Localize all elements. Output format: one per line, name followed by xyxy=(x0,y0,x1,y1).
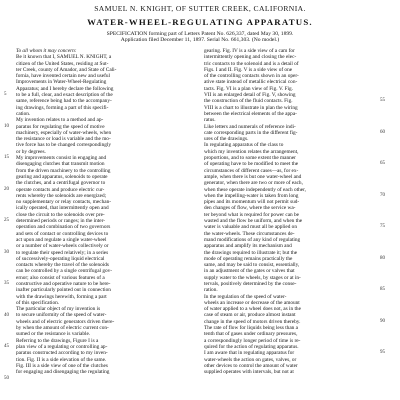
text-line: ing drawings, forming a part of this specifi- xyxy=(16,104,109,111)
line-number: 90 xyxy=(380,318,385,324)
text-line: ample, when there is but one water-wheel and xyxy=(204,173,302,180)
specification-block xyxy=(20,31,380,44)
text-line: when the impelling-water is taken from long xyxy=(204,192,299,199)
text-line: ures of the drawings. xyxy=(204,136,249,143)
line-number: 55 xyxy=(380,98,385,104)
text-line: generator, when there are two or more of each, xyxy=(204,180,303,187)
text-line: Be it known that I, SAMUEL N. KNIGHT, a xyxy=(16,54,112,61)
text-line: ter beyond what is required for power can be xyxy=(204,211,300,218)
line-number: 80 xyxy=(380,255,385,261)
text-line: inafter particularly pointed out in connection xyxy=(16,287,111,294)
text-line: the water-wheels. These circumstances de- xyxy=(204,230,295,237)
text-line: to regulate their speed relatively; in a series xyxy=(16,249,109,256)
text-line: or by degrees. xyxy=(16,148,46,155)
text-line: operation and combination of two governors xyxy=(16,224,111,231)
text-line: VII is an enlarged detail of Fig. V, showing xyxy=(204,92,296,99)
text-line: of the controlling contacts shown in an oper- xyxy=(204,73,299,80)
text-line: ically operated, that intermittently open and xyxy=(16,205,109,212)
text-line: of this specification. xyxy=(16,299,60,306)
text-line: constructive and operative nature to be here- xyxy=(16,280,111,287)
spec-line-1: SPECIFICATION forming part of Letters Patent No. 626,337, dated May 30, 1899. xyxy=(106,31,294,37)
text-line: VIII is a chart to illustrate in plan the wiring xyxy=(204,104,298,111)
text-line: operate contacts and produce electric cur- xyxy=(16,186,105,193)
text-line: case of steam or air, produce almost instant xyxy=(204,312,296,319)
line-number: 40 xyxy=(4,312,9,318)
text-line: In regulating apparatus of the class to xyxy=(204,142,284,149)
text-line: same, and may be said to consist, essentially, xyxy=(204,262,300,269)
text-line: disengaging clutches that transmit motion xyxy=(16,161,105,168)
text-line: fornia, have invented certain new and useful xyxy=(16,73,110,80)
text-line: intermittently opening and closing the elec- xyxy=(204,54,297,61)
text-line: for engaging and disengaging the regulating xyxy=(16,369,110,376)
text-line: no supplementary or relay contacts, mechan- xyxy=(16,199,112,206)
text-line: tive force has to be changed correspondingly xyxy=(16,142,112,149)
line-number: 75 xyxy=(380,224,385,230)
text-line: My improvements consist in engaging and xyxy=(16,155,107,162)
left-text-column xyxy=(16,48,188,375)
text-line: ration. xyxy=(204,287,218,294)
line-number: 60 xyxy=(380,129,385,135)
text-line: water-wheels the action on gates, valves, or xyxy=(204,356,297,363)
text-line: circumstances of different cases—as, for ex- xyxy=(204,167,299,174)
text-line: wheels and of electric generators driven there- xyxy=(16,318,115,325)
text-line: tenth that of gases under ordinary pressures, xyxy=(204,331,298,338)
patent-title: WATER-WHEEL-REGULATING APPARATUS. xyxy=(87,17,313,27)
text-line: close the circuit to the solenoids over pre- xyxy=(16,211,105,218)
text-line: the drawings required to illustrate it; but the xyxy=(204,249,298,256)
text-line: In the regulation of the speed of water- xyxy=(204,293,287,300)
text-line: cation. xyxy=(16,110,31,117)
text-line: supply water to the wheels, by stages or at in- xyxy=(204,274,301,281)
text-line: to be a full, clear, and exact description of the xyxy=(16,92,113,99)
text-line: sumed or the resistance is variable. xyxy=(16,331,91,338)
line-number: 35 xyxy=(4,281,9,287)
text-line: quired for the action of regulating apparatus. xyxy=(204,343,299,350)
text-line: mand modifications of any kind of regulating xyxy=(204,236,301,243)
text-line: between the electrical elements of the appa- xyxy=(204,110,297,117)
text-line: of operating have to be modified to meet the xyxy=(204,161,299,168)
line-number: 25 xyxy=(4,218,9,224)
line-number: 95 xyxy=(380,350,385,356)
text-line: citizen of the United States, residing at Sut- xyxy=(16,60,109,67)
text-line: My invention relates to a method and ap- xyxy=(16,117,104,124)
text-line: machinery, especially of water-wheels, when xyxy=(16,129,112,136)
text-line: of water applied to a wheel does not, as in the xyxy=(204,306,301,313)
text-line: or a number of water-wheels collectively or xyxy=(16,243,109,250)
text-line: in an adjustment of the gates or valves that xyxy=(204,268,295,275)
text-line: tion. Fig. II is a side elevation of the same. xyxy=(16,356,107,363)
line-number: 85 xyxy=(380,287,385,293)
text-line: from the driven machinery to the controlling xyxy=(16,167,111,174)
text-line: the resistance or load is variable and the mo- xyxy=(16,136,111,143)
text-line: by when the amount of electric current con- xyxy=(16,325,109,332)
text-line: The rate of flow for liquids being less than a xyxy=(204,325,298,332)
spec-line-2: Application filed December 11, 1897. Serial No. 661,303. (No model.) xyxy=(120,37,280,44)
text-line: cate corresponding parts in the different fig- xyxy=(204,129,298,136)
text-line: supplied operates with intervals, but not at xyxy=(204,369,294,376)
line-number: 45 xyxy=(4,344,9,350)
text-line: wheels an increase or decrease of the amount xyxy=(204,299,300,306)
line-number: 10 xyxy=(4,123,9,129)
line-number: 30 xyxy=(4,249,9,255)
text-line: other devices to control the amount of water xyxy=(204,362,298,369)
text-line: tacts. Fig. VI is a plan view of Fig. V. Fig. xyxy=(204,85,294,92)
inventor-line: SAMUEL N. KNIGHT, OF SUTTER CREEK, CALIFORNIA. xyxy=(94,4,306,13)
text-line: gearing and apparatus, solenoids to operate xyxy=(16,173,108,180)
text-line: rents whereby the solenoids are energized; xyxy=(16,192,107,199)
text-line: a correspondingly longer period of time is re- xyxy=(204,337,301,344)
text-line: Like letters and numerals of reference indi- xyxy=(204,123,296,130)
text-line: tervals, positively determined by the conse- xyxy=(204,280,297,287)
line-number: 20 xyxy=(4,186,9,192)
text-line: den changes of flow, where the service wa- xyxy=(204,205,296,212)
text-line: water is valuable and must all be applied on xyxy=(204,224,297,231)
text-line: same, reference being had to the accompany- xyxy=(16,98,112,105)
text-line: gearing. Fig. IV is a side view of a cam for xyxy=(204,48,295,54)
line-number: 50 xyxy=(4,375,9,381)
text-line: The particular object of my invention is xyxy=(16,306,101,313)
text-line: which my invention relates the arrangement, xyxy=(204,148,299,155)
text-line: determined periods or ranges; in the inter- xyxy=(16,218,106,225)
text-line: wasted and the flow be uniform, and when the xyxy=(204,218,303,225)
text-line: ratus. xyxy=(204,117,216,124)
text-line: plan view of a regulating or controlling ap- xyxy=(16,343,108,350)
text-line: paratus constructed according to my inven- xyxy=(16,350,108,357)
line-number: 5 xyxy=(4,92,7,98)
text-line: apparatus and amplify its mechanism and xyxy=(204,243,292,250)
text-line: contacts whereby the travel of the solenoids xyxy=(16,262,109,269)
right-text-column xyxy=(204,48,376,375)
text-line: Apparatus; and I hereby declare the following xyxy=(16,85,114,92)
text-line: to secure uniformity of the speed of water- xyxy=(16,312,107,319)
text-line: with the drawings herewith, forming a part xyxy=(16,293,107,300)
text-line: the clutches, and a centrifugal governor to xyxy=(16,180,106,187)
text-line: I am aware that in regulating apparatus for xyxy=(204,350,295,357)
line-number: 15 xyxy=(4,155,9,161)
text-line: and sets of contact or controlling devices to xyxy=(16,230,109,237)
text-line: change in the speed of motors driven thereby. xyxy=(204,318,301,325)
text-line: pipes and its momentum will not permit sud- xyxy=(204,199,300,206)
text-line: paratus for regulating the speed of motive xyxy=(16,123,105,130)
line-number: 65 xyxy=(380,161,385,167)
text-line: Fig. III is a side view of one of the clutches xyxy=(16,362,108,369)
text-line: can be controlled by a single centrifugal gov- xyxy=(16,268,113,275)
text-line: proportions, and to some extent the manner xyxy=(204,155,296,162)
text-line: Referring to the drawings, Figure I is a xyxy=(16,337,99,344)
text-line: Improvements in Water-Wheel-Regulating xyxy=(16,79,107,86)
text-line: ative state instead of metallic electrical con- xyxy=(204,79,298,86)
text-line: Figs. I and II. Fig. V is a side view of one xyxy=(204,66,293,73)
text-line: of successively-operating liquid electrical xyxy=(16,255,105,262)
text-line: when these operate independently of each other, xyxy=(204,186,307,193)
text-line: the construction of the fluid contacts. Fig. xyxy=(204,98,293,105)
text-line: act upon and regulate a single water-wheel xyxy=(16,236,107,243)
text-line: To all whom it may concern: xyxy=(16,48,77,54)
text-line: ter Creek, county of Amador, and State of Cali- xyxy=(16,66,117,73)
text-line: tric contacts to the solenoid and is a detail of xyxy=(204,60,299,67)
line-number: 70 xyxy=(380,192,385,198)
text-line: mode of operating remains practically the xyxy=(204,255,293,262)
text-line: ernor; also consist of various features of a xyxy=(16,274,105,281)
